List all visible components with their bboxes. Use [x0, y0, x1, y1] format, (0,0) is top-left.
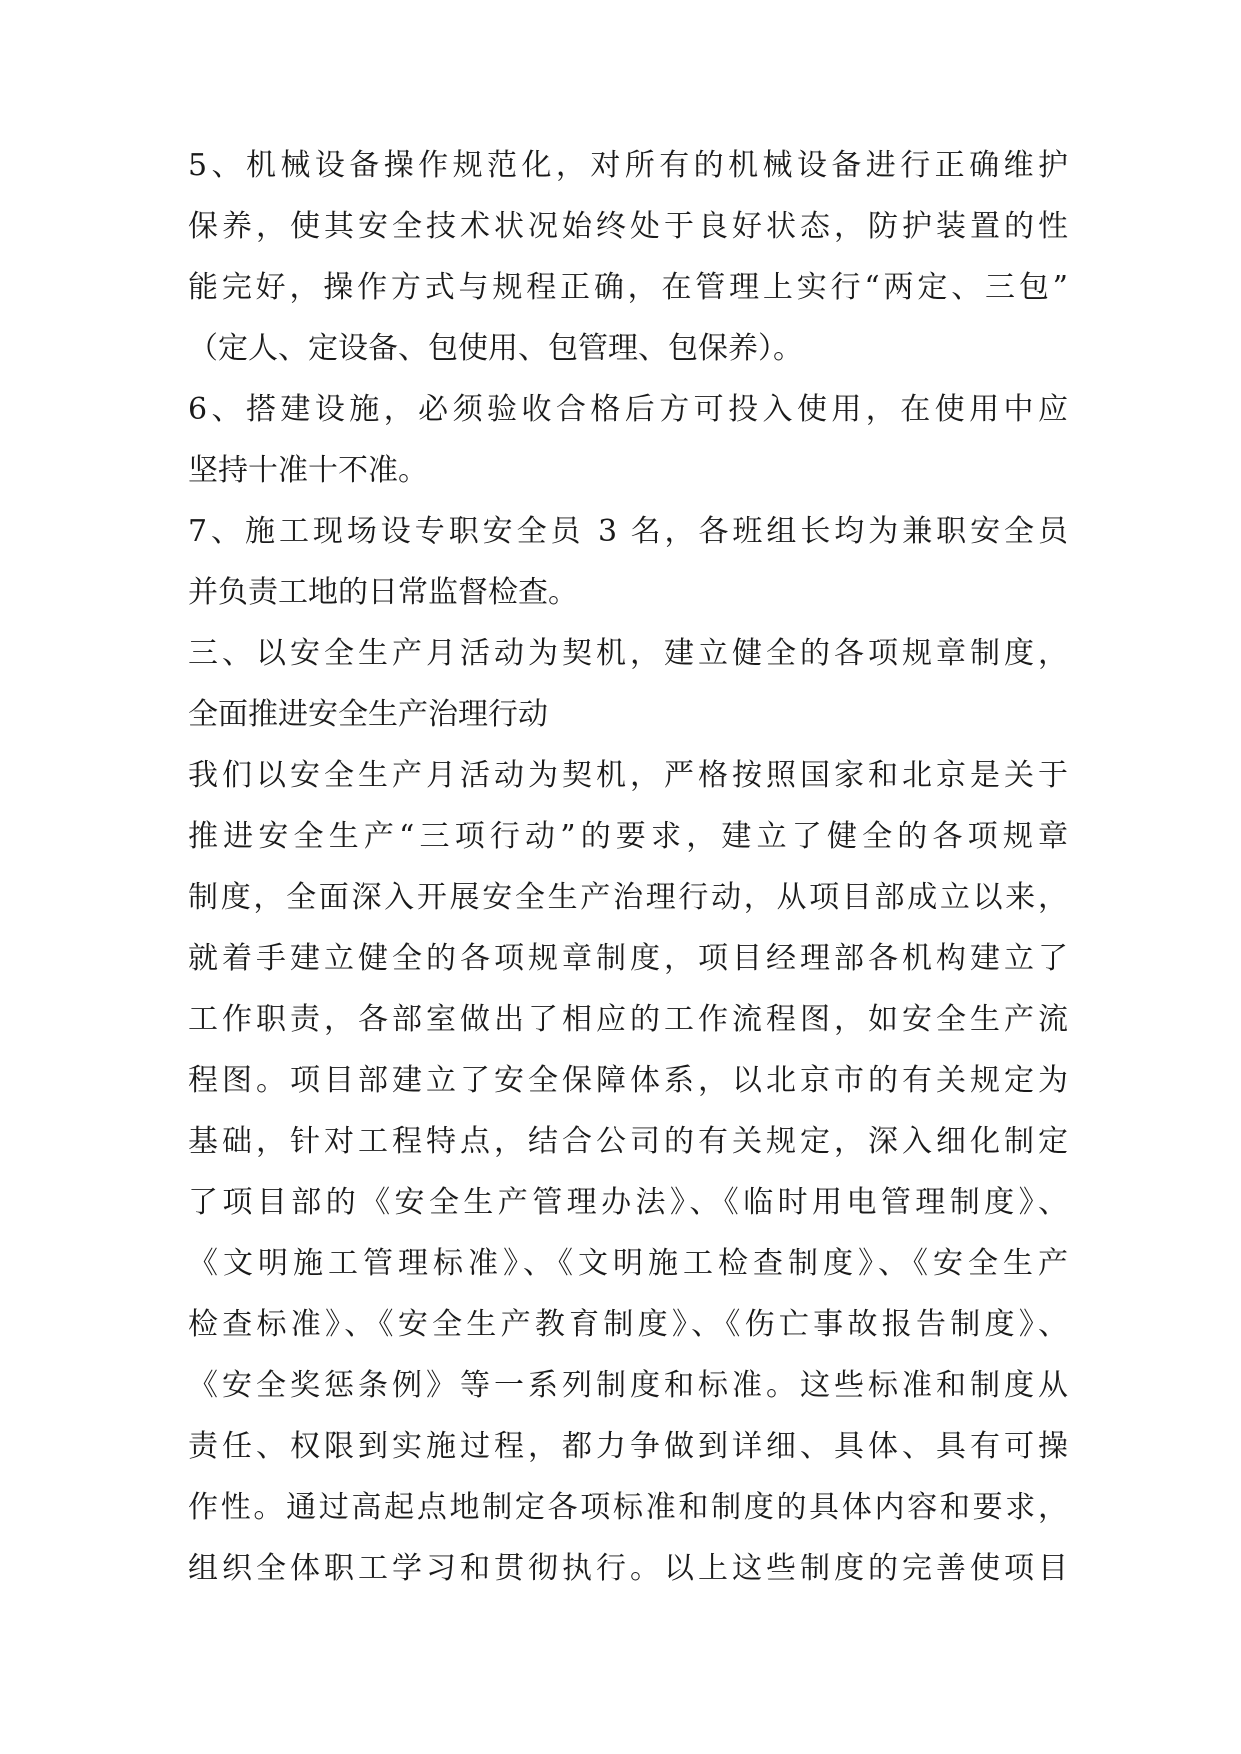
- text-line-8: 并负责工地的日常监督检查。: [188, 575, 578, 610]
- text-line-11: 我们以安全生产月活动为契机，严格按照国家和北京是关于: [188, 758, 1068, 793]
- text-line-21: 《安全奖惩条例》等一系列制度和标准。这些标准和制度从: [188, 1368, 1068, 1403]
- text-line-13: 制度，全面深入开展安全生产治理行动，从项目部成立以来，: [188, 880, 1068, 915]
- text-line-16: 程图。项目部建立了安全保障体系，以北京市的有关规定为: [188, 1063, 1068, 1098]
- text-line-24: 组织全体职工学习和贯彻执行。以上这些制度的完善使项目: [188, 1551, 1068, 1586]
- text-line-20: 检查标准》、《安全生产教育制度》、《伤亡事故报告制度》、: [188, 1307, 1068, 1342]
- text-line-23: 作性。通过高起点地制定各项标准和制度的具体内容和要求，: [188, 1490, 1068, 1525]
- text-line-22: 责任、权限到实施过程，都力争做到详细、具体、具有可操: [188, 1429, 1068, 1464]
- text-line-12: 推进安全生产“三项行动”的要求，建立了健全的各项规章: [188, 819, 1068, 854]
- text-line-15: 工作职责，各部室做出了相应的工作流程图，如安全生产流: [188, 1002, 1068, 1037]
- text-line-7: 7、施工现场设专职安全员 3 名，各班组长均为兼职安全员: [188, 514, 1068, 549]
- text-line-19: 《文明施工管理标准》、《文明施工检查制度》、《安全生产: [188, 1246, 1068, 1281]
- text-line-18: 了项目部的《安全生产管理办法》、《临时用电管理制度》、: [188, 1185, 1068, 1220]
- text-line-4: （定人、定设备、包使用、包管理、包保养）。: [188, 331, 803, 366]
- text-line-6: 坚持十准十不准。: [188, 453, 428, 488]
- section-heading-line-2: 全面推进安全生产治理行动: [188, 697, 548, 732]
- text-line-5: 6、搭建设施，必须验收合格后方可投入使用，在使用中应: [188, 392, 1068, 427]
- section-heading-line-1: 三、以安全生产月活动为契机，建立健全的各项规章制度，: [188, 636, 1068, 671]
- text-line-3: 能完好，操作方式与规程正确，在管理上实行“两定、三包”: [188, 270, 1068, 305]
- text-line-1: 5、机械设备操作规范化，对所有的机械设备进行正确维护: [188, 148, 1068, 183]
- text-line-14: 就着手建立健全的各项规章制度，项目经理部各机构建立了: [188, 941, 1068, 976]
- text-line-17: 基础，针对工程特点，结合公司的有关规定，深入细化制定: [188, 1124, 1068, 1159]
- text-line-2: 保养，使其安全技术状况始终处于良好状态，防护装置的性: [188, 209, 1068, 244]
